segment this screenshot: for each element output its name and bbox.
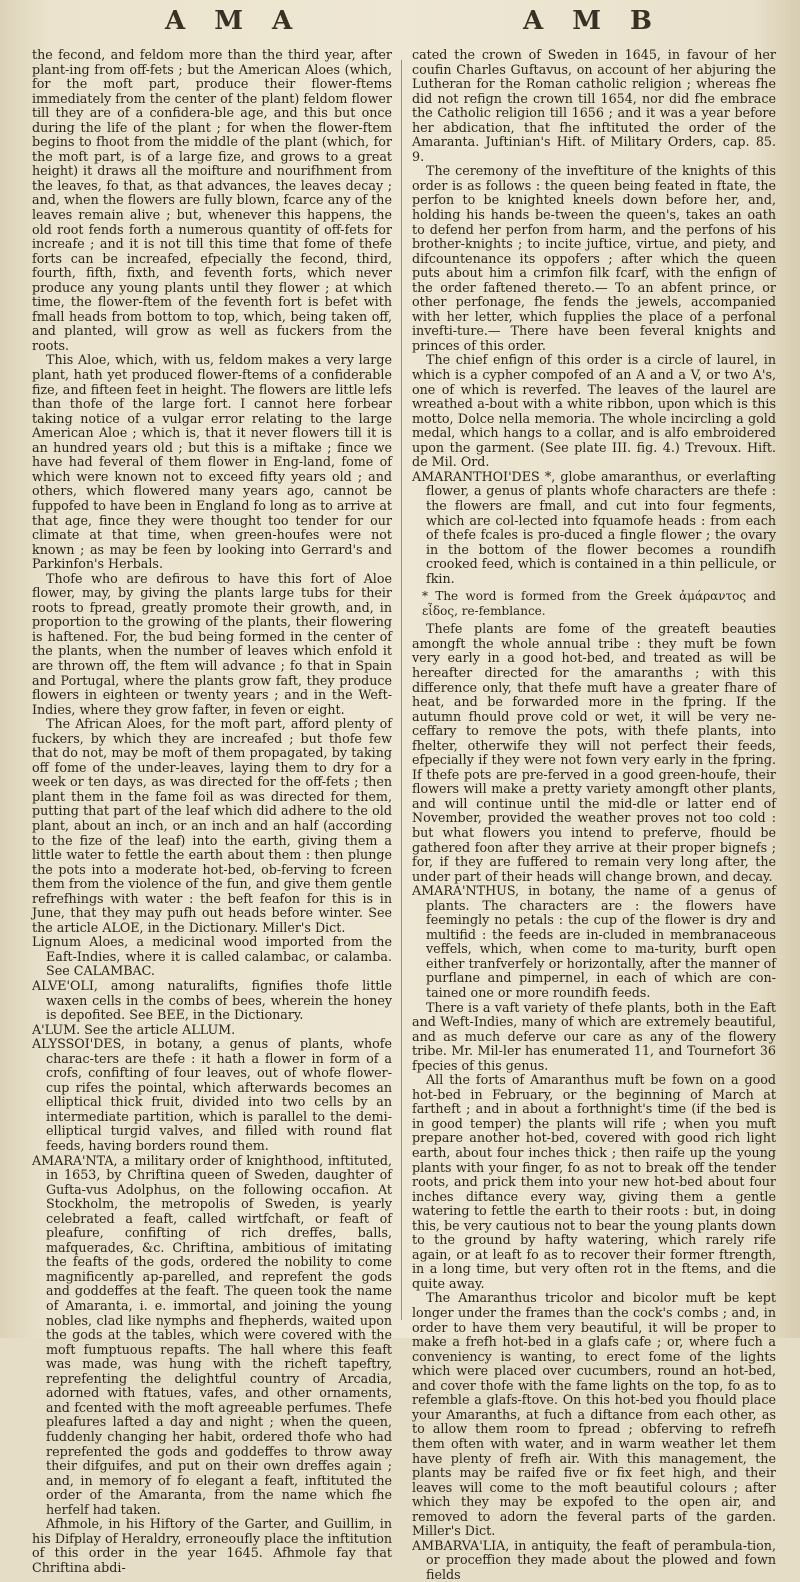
- right-column: [412, 47, 776, 1582]
- dictionary-entry: Lignum Aloes, a medicinal wood imported from the Eaft-Indies, where it is called calambac, or calamba. See CALAMBAC.: [32, 934, 392, 979]
- paragraph: This Aloe, which, with us, feldom makes a very large plant, hath yet produced flower-ftems of a confiderable fize, and fifteen feet in height. The flowers are little lefs than thofe of the large fort. I cannot here forbear taking notice of a vulgar error relating to the large American Aloe ; which is, that it never flowers till it is an hundred years old ; but this is a miftake ; fince we have had feveral of them flower in Eng-land, fome of which were known not to exceed fifty years old ; and others, which flowered many years ago, cannot be fuppofed to have been in England fo long as to arrive at that age, fince they were thought too tender for our climate at that time, when green-houfes were not known ; as may be feen by looking into Gerrard's and Parkinfon's Herbals.: [32, 352, 392, 572]
- paragraph: Afhmole, in his Hiftory of the Garter, and Guillim, in his Difplay of Heraldry, erroneoufly place the inftitution of this order in the year 1645. Afhmole fay that Chriftina abdi-: [32, 1516, 392, 1575]
- dictionary-entry: AMARA'NTHUS, in botany, the name of a genus of plants. The characters are : the flowers have feemingly no petals : the cup of the flower is dry and multifid : the feeds are in-cluded in membranaceous veffels, which, when come to ma-turity, burft open either tranfverfely or horizontally, after the manner of purflane and pimpernel, in each of which are con-tained one or more roundifh feeds.: [412, 883, 776, 1000]
- paragraph: cated the crown of Sweden in 1645, in favour of her coufin Charles Guftavus, on account of her abjuring the Lutheran for the Roman catholic religion ; whereas fhe did not refign the crown till 1654, nor did fhe embrace the Catholic religion till 1656 ; and it was a year before her abdication, that fhe inftituted the order of the Amaranta. Juftinian's Hift. of Military Orders, cap. 85. 9.: [412, 47, 776, 164]
- paragraph: Thofe who are defirous to have this fort of Aloe flower, may, by giving the plants large tubs for their roots to fpread, greatly promote their growth, and, in proportion to the growing of the plants, their flowering is haftened. For, the bud being formed in the center of the plants, when the number of leaves which enfold it are thrown off, the ftem will advance ; fo that in Spain and Portugal, where the plants grow faft, they produce flowers in eighteen or twenty years ; and in the Weft-Indies, where they grow fafter, in feven or eight.: [32, 570, 392, 717]
- running-head-left: A M A: [165, 6, 303, 36]
- dictionary-entry: AMARA'NTA, a military order of knighthood, inftituted, in 1653, by Chriftina queen of Sweden, daughter of Gufta-vus Adolphus, on the following occafion. At Stockholm, the metropolis of Sweden, is yearly celebrated a feaft, called wirtfchaft, or feaft of pleafure, confifting of rich dreffes, balls, mafquerades, &c. Chriftina, ambitious of imitating the feafts of the gods, ordered the nobility to come magnificently ap-parelled, and reprefent the gods and goddeffes at the feaft. The queen took the name of Amaranta, i. e. immortal, and joining the young nobles, clad like nymphs and fhepherds, waited upon the gods at the tables, which were covered with the moft fumptuous repafts. The hall where this feaft was made, was hung with the richeft tapeftry, reprefenting the delightful country of Arcadia, adorned with ftatues, vafes, and other ornaments, and fcented with the moft agreeable perfumes. Thefe pleafures lafted a day and night ; when the queen, fuddenly changing her habit, ordered thofe who had reprefented the gods and goddeffes to throw away their difguifes, and put on their own dreffes again ; and, in memory of fo elegant a feaft, inftituted the order of the Amaranta, from the name which fhe herfelf had taken.: [32, 1152, 392, 1517]
- paragraph: The ceremony of the inveftiture of the knights of this order is as follows : the queen being feated in ftate, the perfon to be knighted kneels down before her, and, holding his hands be-tween the queen's, takes an oath to defend her perfon from harm, and the perfons of his brother-knights ; to incite juftice, virtue, and piety, and difcountenance its oppofers ; after which the queen puts about him a crimfon filk fcarf, with the enfign of the order faftened thereto.— To an abfent prince, or other perfonage, fhe fends the jewels, accompanied with her letter, which fupplies the place of a perfonal invefti-ture.— There have been feveral knights and princes of this order.: [412, 163, 776, 353]
- left-column: [32, 47, 392, 1575]
- dictionary-entry: ALYSSOI'DES, in botany, a genus of plants, whofe charac-ters are thefe : it hath a flower in form of a crofs, confifting of four leaves, out of whofe flower-cup rifes the pointal, which afterwards becomes an elliptical thick fruit, divided into two cells by an intermediate partition, which is parallel to the demi-elliptical turgid valves, and filled with round flat feeds, having borders round them.: [32, 1036, 392, 1154]
- paragraph: The African Aloes, for the moft part, afford plenty of fuckers, by which they are increafed ; but thofe few that do not, may be moft of them propagated, by taking off fome of the under-leaves, laying them to dry for a week or ten days, as was directed for the off-fets ; then plant them in the fame foil as was directed for them, putting that part of the leaf which did adhere to the old plant, about an inch, or an inch and an half (according to the fize of the leaf) into the earth, giving them a little water to fettle the earth about them : then plunge the pots into a moderate hot-bed, ob-ferving to fcreen them from the violence of the fun, and give them gentle refrefhings with water : the beft feafon for this is in June, that they may pufh out heads before winter. See the article ALOE, in the Dictionary. Miller's Dict.: [32, 716, 392, 935]
- dictionary-entry: A'LUM. See the article ALLUM.: [32, 1021, 236, 1037]
- paragraph: All the forts of Amaranthus muft be fown on a good hot-bed in February, or the beginning of March at fartheft ; and in about a forthnight's time (if the bed is in good temper) the plants will rife ; when you muft prepare another hot-bed, covered with good rich light earth, about four inches thick ; then raife up the young plants with your finger, fo as not to break off the tender roots, and prick them into your new hot-bed about four inches diftance every way, giving them a gentle watering to fettle the earth to their roots : but, in doing this, be very cautious not to bear the young plants down to the ground by hafty watering, which rarely rife again, or at leaft fo as to recover their former ftrength, in a long time, but very often rot in the ftems, and die quite away.: [412, 1072, 776, 1291]
- dictionary-entry: AMARANTHOI'DES *, globe amaranthus, or everlafting flower, a genus of plants whofe characters are thefe : the flowers are fmall, and cut into four fegments, which are col-lected into fquamofe heads : from each of thefe fcales is pro-duced a fingle flower ; the ovary in the bottom of the flower becomes a roundifh crooked feed, which is contained in a thin pellicule, or fkin.: [412, 468, 776, 586]
- paragraph: The chief enfign of this order is a circle of laurel, in which is a cypher compofed of an A and a V, or two A's, one of which is reverfed. The leaves of the laurel are wreathed a-bout with a white ribbon, upon which is this motto, Dolce nella memoria. The whole incircling a gold medal, which hangs to a collar, and is alfo embroidered upon the garment. (See plate III. fig. 4.) Trevoux. Hift. de Mil. Ord.: [412, 352, 776, 470]
- paragraph: The Amaranthus tricolor and bicolor muft be kept longer under the frames than the cock's combs ; and, in order to have them very beautiful, it will be proper to make a frefh hot-bed in a glafs cafe ; or, where fuch a conveniency is wanting, to erect fome of the lights which were placed over cucumbers, round an hot-bed, and cover thofe with the fame lights on the top, fo as to refemble a glafs-ftove. On this hot-bed you fhould place your Amaranths, at fuch a diftance from each other, as to allow them room to fpread ; obferving to refrefh them often with water, and in warm weather let them have plenty of frefh air. With this management, the plants may be raifed five or fix feet high, and their leaves will come to the moft beautiful colours ; after which they may be expofed to the open air, and removed to adorn the feveral parts of the garden. Miller's Dict.: [412, 1290, 776, 1539]
- paragraph: There is a vaft variety of thefe plants, both in the Eaft and Weft-Indies, many of which are extremely beautiful, and as much deferve our care as any of the flowery tribe. Mr. Mil-ler has enumerated 11, and Tournefort 36 fpecies of this genus.: [412, 999, 776, 1073]
- dictionary-entry: ALVE'OLI, among naturalifts, fignifies thofe little waxen cells in the combs of bees, wherein the honey is depofited. See BEE, in the Dictionary.: [32, 978, 392, 1023]
- dictionary-entry: AMBARVA'LIA, in antiquity, the feaft of perambula-tion, or proceffion they made about the plowed and fown fields: [412, 1537, 776, 1582]
- column-divider: [401, 60, 402, 1320]
- running-head-right: A M B: [523, 6, 663, 36]
- paragraph: Thefe plants are fome of the greateft beauties amongft the whole annual tribe : they muft be fown very early in a good hot-bed, and treated as will be hereafter directed for the amaranths ; with this difference only, that thefe muft have a greater fhare of heat, and be forwarded more in the fpring. If the autumn fhould prove cold or wet, it will be very ne-ceffary to remove the pots, with thefe plants, into fhelter, otherwife they will not perfect their feeds, efpecially if they were not fown very early in the fpring. If thefe pots are pre-ferved in a good green-houfe, their flowers will make a pretty variety amongft other plants, and will continue until the mid-dle or latter end of November, provided the weather proves not too cold : but what flowers you intend to preferve, fhould be gathered foon after they arrive at their proper bignefs ; for, if they are fuffered to remain very long after, the under part of their heads will change brown, and decay.: [412, 621, 776, 884]
- running-head: [0, 6, 800, 46]
- footnote: * The word is formed from the Greek ἀμάραντος and εἶδος, re-femblance.: [422, 589, 776, 618]
- paragraph: the fecond, and feldom more than the third year, after plant-ing from off-fets ; but the American Aloes (which, for the moft part, produce their flower-ftems immediately from the center of the plant) feldom flower till they are of a confidera-ble age, and this but once during the life of the plant ; for when the flower-ftem begins to fhoot from the middle of the plant (which, for the moft part, is of a large fize, and grows to a great height) it draws all the moifture and nourifhment from the leaves, fo that, as that advances, the leaves decay ; and, when the flowers are fully blown, fcarce any of the leaves remain alive ; but, whenever this happens, the old root fends forth a numerous quantity of off-fets for increafe ; and it is not till this time that fome of thefe forts can be increafed, efpecially the fecond, third, fourth, fifth, fixth, and feventh forts, which never produce any young plants until they flower ; at which time, the flower-ftem of the feventh fort is befet with fmall heads from bottom to top, which, being taken off, and planted, will grow as well as fuckers from the roots.: [32, 47, 392, 353]
